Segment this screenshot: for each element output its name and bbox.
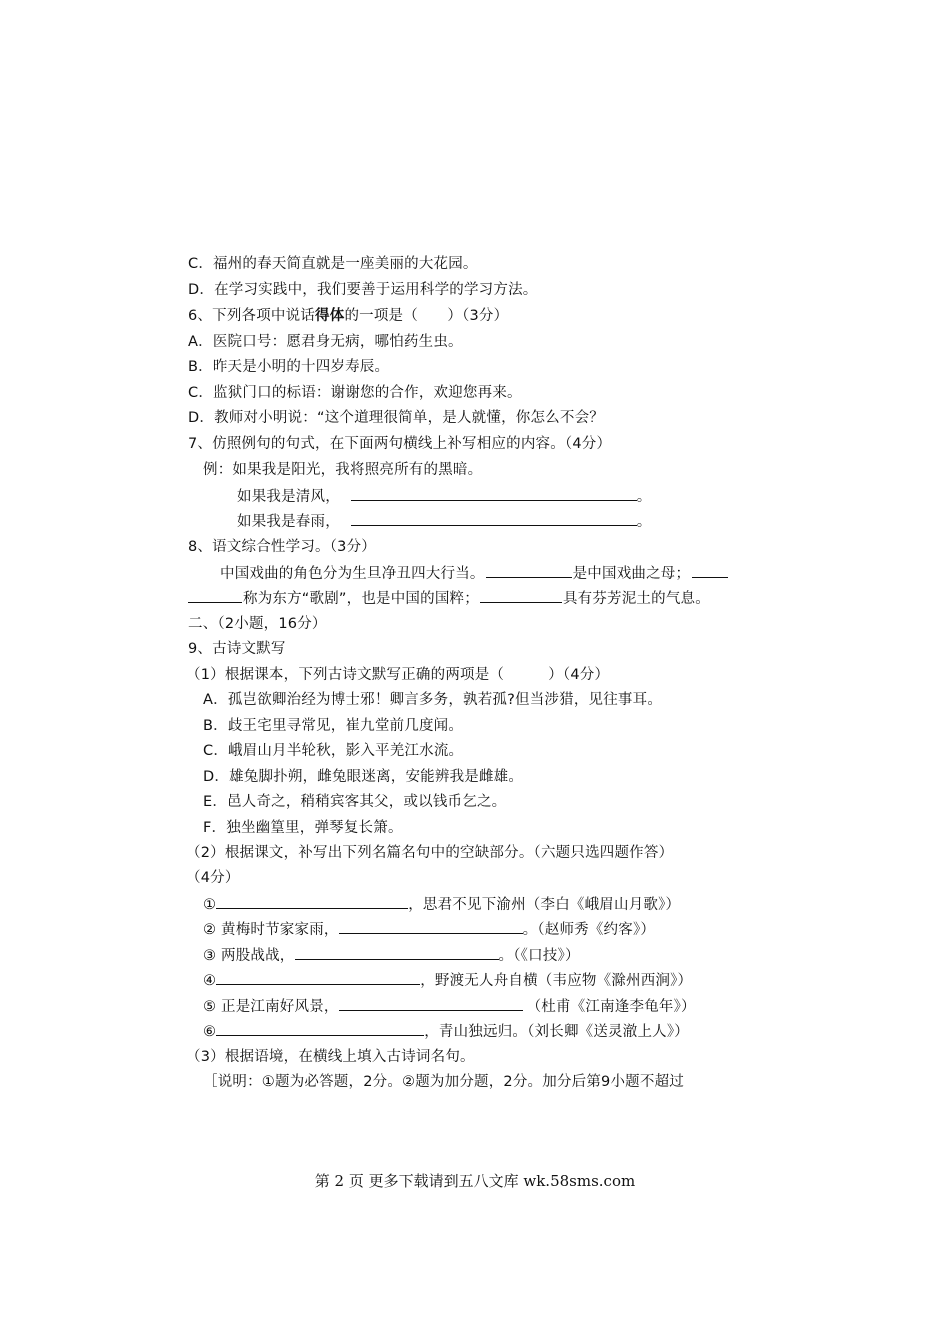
option-d-line: D．在学习实践中，我们要善于运用科学的学习方法。 bbox=[188, 282, 538, 298]
q8-text-1: 中国戏曲的角色分为生旦净丑四大行当。 bbox=[220, 566, 485, 582]
fill-item-4-text: ，野渡无人舟自横（韦应物《滁州西涧》） bbox=[420, 973, 693, 989]
option-c-line: C．福州的春天简直就是一座美丽的大花园。 bbox=[188, 256, 478, 272]
fill-blank-1[interactable] bbox=[216, 894, 408, 909]
page-footer: 第 2 页 更多下载请到五八文库 wk.58sms.com bbox=[314, 1172, 636, 1190]
q8-blank-2a[interactable] bbox=[692, 563, 728, 578]
q8-blank-1[interactable] bbox=[486, 563, 572, 578]
q9-part-2: （2）根据课文，补写出下列名篇名句中的空缺部分。（六题只选四题作答） bbox=[186, 845, 674, 861]
q8-paragraph-line-2 bbox=[188, 588, 710, 609]
q7-blank-1[interactable] bbox=[351, 486, 637, 501]
q9-part-1: （1）根据课本，下列古诗文默写正确的两项是（ ）（4分） bbox=[186, 667, 610, 683]
section-2-heading: 二、（2小题，16分） bbox=[188, 616, 327, 632]
q8-blank-2b[interactable] bbox=[188, 588, 242, 603]
fill-item-2 bbox=[203, 919, 655, 940]
question-6-bold-word: 得体 bbox=[315, 308, 345, 324]
q8-text-4: 具有芬芳泥土的气息。 bbox=[562, 591, 710, 607]
q7-line1-prefix: 如果我是清风， bbox=[237, 489, 340, 505]
q8-text-3: 称为东方“歌剧”，也是中国的国粹； bbox=[243, 591, 479, 607]
fill-item-2-text-pre: ② 黄梅时节家家雨， bbox=[203, 922, 339, 938]
q8-blank-3[interactable] bbox=[480, 588, 562, 603]
q7-line1-period: 。 bbox=[636, 489, 652, 505]
q7-fill-line-2 bbox=[237, 511, 651, 532]
q6-option-c: C．监狱门口的标语：谢谢您的合作，欢迎您再来。 bbox=[188, 385, 522, 401]
fill-blank-5[interactable] bbox=[339, 996, 523, 1011]
fill-blank-3[interactable] bbox=[295, 945, 499, 960]
fill-item-5-text-post: （杜甫《江南逢李龟年》） bbox=[526, 999, 696, 1015]
fill-item-4-number: ④ bbox=[203, 973, 217, 989]
fill-item-6-text: ，青山独远归。（刘长卿《送灵澈上人》） bbox=[424, 1024, 690, 1040]
q9-1-option-b: B．歧王宅里寻常见，崔九堂前几度闻。 bbox=[203, 718, 464, 734]
fill-item-3-text-post: 。（《口技》） bbox=[498, 948, 580, 964]
question-8: 8、语文综合性学习。（3分） bbox=[188, 539, 376, 555]
q9-part-2-score: （4分） bbox=[186, 870, 240, 886]
q9-part-3: （3）根据语境，在横线上填入古诗词名句。 bbox=[186, 1049, 475, 1065]
q7-line2-period: 。 bbox=[636, 514, 652, 530]
question-7: 7、仿照例句的句式，在下面两句横线上补写相应的内容。（4分） bbox=[188, 436, 612, 452]
q9-1-option-a: A．孤岂欲卿治经为博士邪！卿言多务，孰若孤?但当涉猎，见往事耳。 bbox=[203, 692, 663, 708]
q9-1-option-f: F．独坐幽篁里，弹琴复长箫。 bbox=[203, 820, 403, 836]
fill-item-1-number: ① bbox=[203, 897, 217, 913]
q9-1-option-d: D．雄兔脚扑朔，雌兔眼迷离，安能辨我是雌雄。 bbox=[203, 769, 524, 785]
q6-option-b: B．昨天是小明的十四岁寿辰。 bbox=[188, 359, 390, 375]
question-9: 9、古诗文默写 bbox=[188, 641, 286, 657]
q9-1-option-c: C．峨眉山月半轮秋，影入平羌江水流。 bbox=[203, 743, 464, 759]
q8-paragraph-line-1 bbox=[220, 563, 728, 584]
question-6-text-post: 的一项是（ ）（3分） bbox=[344, 308, 509, 324]
fill-item-1-text: ，思君不见下渝州（李白《峨眉山月歌》） bbox=[408, 897, 681, 913]
fill-item-5 bbox=[203, 996, 696, 1017]
fill-item-6 bbox=[203, 1021, 689, 1042]
q7-line2-prefix: 如果我是春雨， bbox=[237, 514, 340, 530]
fill-item-3-text-pre: ③ 两股战战， bbox=[203, 948, 295, 964]
fill-item-2-text-post: 。（赵师秀《约客》） bbox=[522, 922, 656, 938]
fill-blank-6[interactable] bbox=[216, 1021, 424, 1036]
q6-option-d: D．教师对小明说：“这个道理很简单，是人就懂，你怎么不会？ bbox=[188, 410, 604, 426]
q9-part-3-note: ［说明：①题为必答题，2分。②题为加分题，2分。加分后第9小题不超过 bbox=[203, 1074, 684, 1090]
fill-item-1 bbox=[203, 894, 680, 915]
fill-item-3 bbox=[203, 945, 580, 966]
fill-blank-4[interactable] bbox=[216, 970, 420, 985]
q7-example: 例：如果我是阳光，我将照亮所有的黑暗。 bbox=[203, 462, 483, 478]
question-6-text-pre: 6、下列各项中说话 bbox=[188, 308, 316, 324]
q9-1-option-e: E．邑人奇之，稍稍宾客其父，或以钱币乞之。 bbox=[203, 794, 507, 810]
question-6 bbox=[188, 306, 508, 326]
q7-fill-line-1 bbox=[237, 486, 651, 507]
fill-item-5-text-pre: ⑤ 正是江南好风景， bbox=[203, 999, 339, 1015]
fill-item-6-number: ⑥ bbox=[203, 1024, 217, 1040]
q8-text-2: 是中国戏曲之母； bbox=[572, 566, 691, 582]
q6-option-a: A．医院口号：愿君身无病，哪怕药生虫。 bbox=[188, 334, 463, 350]
fill-item-4 bbox=[203, 970, 692, 991]
fill-blank-2[interactable] bbox=[339, 919, 523, 934]
q7-blank-2[interactable] bbox=[351, 511, 637, 526]
